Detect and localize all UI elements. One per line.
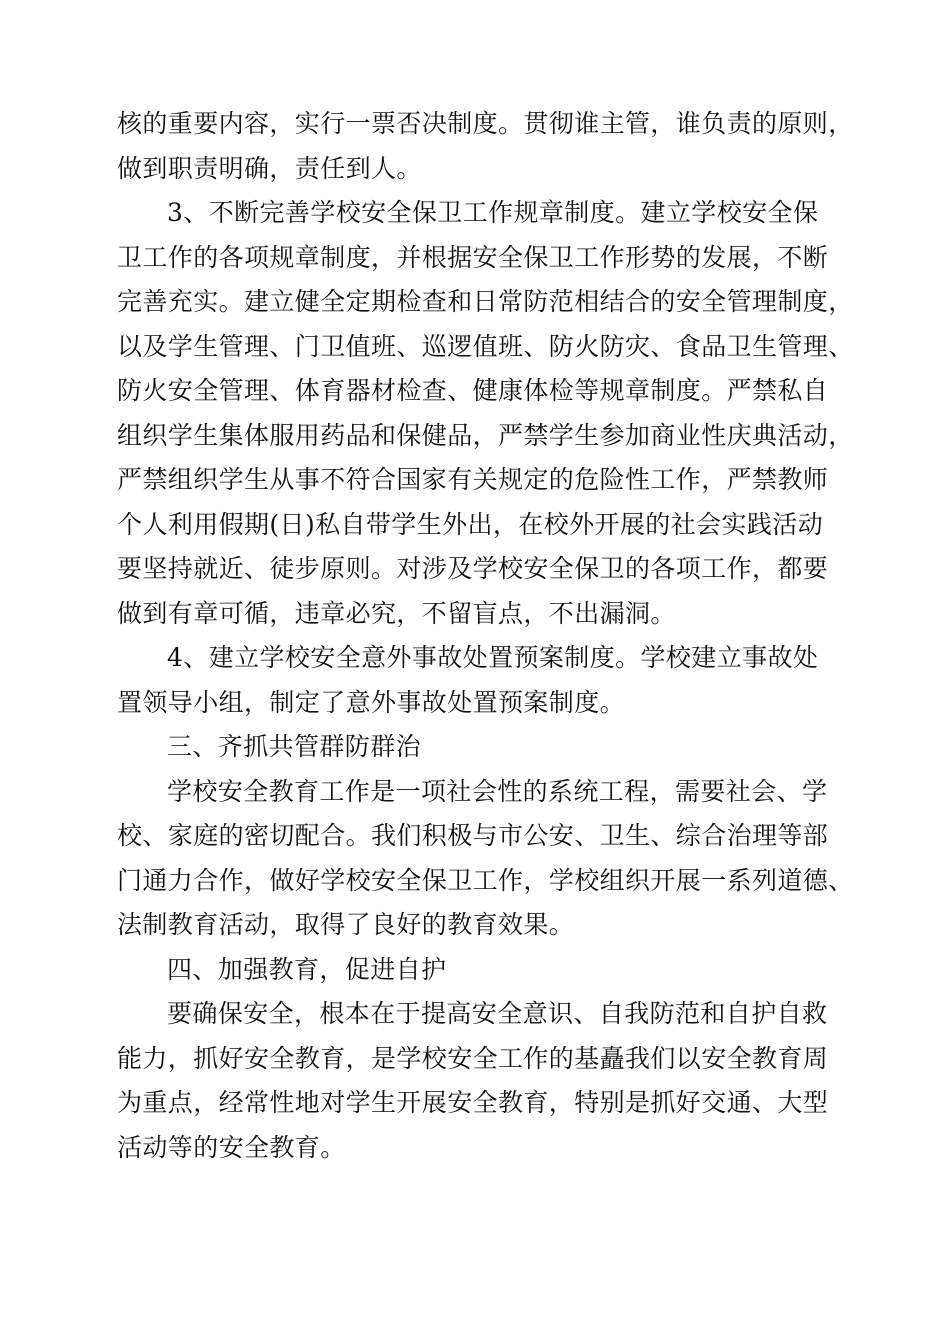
text-line: 4、建立学校安全意外事故处置预案制度。学校建立事故处 [167, 643, 819, 672]
text-line: 学校安全教育工作是一项社会性的系统工程，需要社会、学 [167, 776, 828, 806]
text-line: 严禁组织学生从事不符合国家有关规定的危险性工作，严禁教师 [117, 465, 829, 494]
document-body [117, 102, 857, 1170]
text-line: 校、家庭的密切配合。我们积极与市公安、卫生、综合治理等部 [117, 821, 829, 850]
text-line: 个人利用假期(日)私自带学生外出，在校外开展的社会实践活动 [117, 509, 824, 539]
text-line: 要确保安全，根本在于提高安全意识、自我防范和自护自救 [167, 999, 828, 1028]
text-line: 四、加强教育，促进自护 [167, 954, 447, 984]
text-line: 置领导小组，制定了意外事故处置预案制度。 [117, 687, 626, 717]
text-line: 3、不断完善学校安全保卫工作规章制度。建立学校安全保 [167, 198, 819, 227]
text-line: 做到有章可循，违章必究，不留盲点，不出漏洞。 [117, 598, 676, 628]
text-line: 三、齐抓共管群防群治 [167, 732, 422, 761]
text-line: 组织学生集体服用药品和保健品，严禁学生参加商业性庆典活动， [117, 420, 854, 450]
text-line: 做到职责明确，责任到人。 [117, 153, 422, 183]
text-line: 以及学生管理、门卫值班、巡逻值班、防火防灾、食品卫生管理、 [117, 331, 854, 361]
text-line: 法制教育活动，取得了良好的教育效果。 [117, 910, 575, 939]
text-line: 活动等的安全教育。 [117, 1132, 346, 1162]
text-line: 为重点，经常性地对学生开展安全教育，特别是抓好交通、大型 [117, 1088, 829, 1117]
text-line: 卫工作的各项规章制度，并根据安全保卫工作形势的发展，不断 [117, 242, 829, 272]
text-line: 核的重要内容，实行一票否决制度。贯彻谁主管，谁负责的原则， [117, 109, 854, 138]
text-line: 能力，抓好安全教育，是学校安全工作的基矗我们以安全教育周 [117, 1043, 829, 1073]
text-line: 防火安全管理、体育器材检查、健康体检等规章制度。严禁私自 [117, 376, 829, 405]
text-line: 要坚持就近、徒步原则。对涉及学校安全保卫的各项工作，都要 [117, 554, 829, 583]
text-line: 门通力合作，做好学校安全保卫工作，学校组织开展一系列道德、 [117, 865, 854, 895]
text-line: 完善充实。建立健全定期检查和日常防范相结合的安全管理制度， [117, 287, 854, 316]
